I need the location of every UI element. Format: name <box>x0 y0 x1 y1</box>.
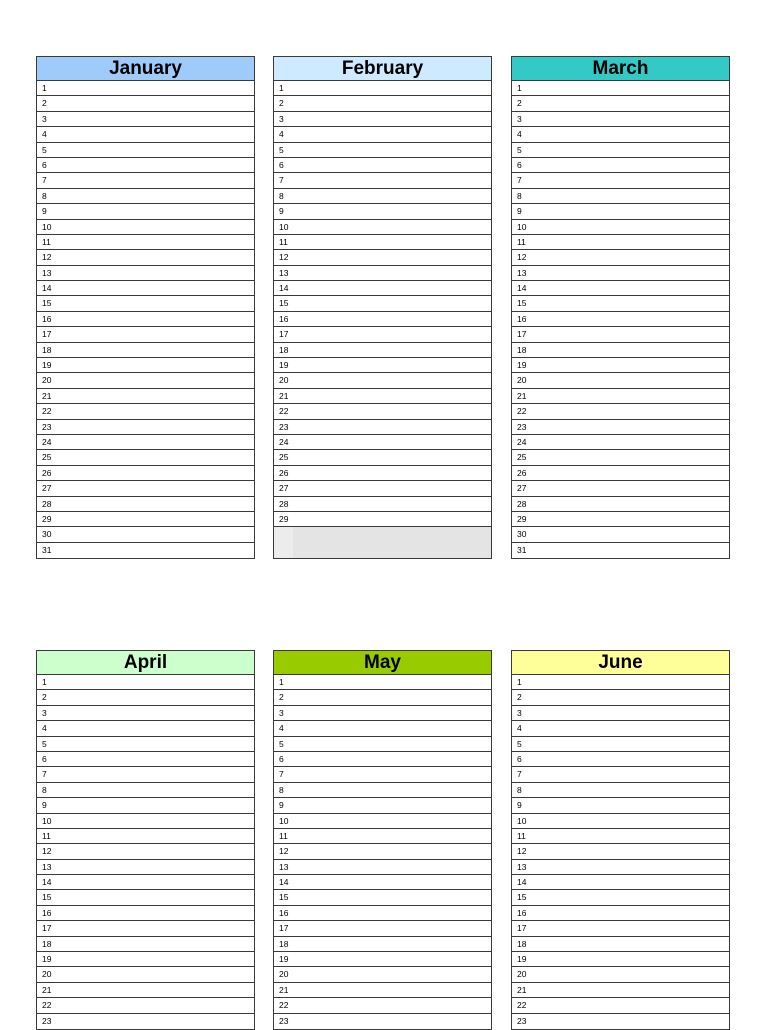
day-row: 19 <box>37 952 254 967</box>
day-list <box>512 675 729 1029</box>
day-row: 5 <box>512 143 729 158</box>
day-row: 6 <box>512 158 729 173</box>
month-june <box>511 650 730 1030</box>
month-april <box>36 650 255 1030</box>
day-row: 6 <box>512 752 729 767</box>
day-row: 29 <box>512 512 729 527</box>
day-row: 1 <box>512 81 729 96</box>
day-row: 10 <box>274 814 491 829</box>
day-row: 19 <box>512 952 729 967</box>
day-row: 12 <box>274 844 491 859</box>
day-row: 4 <box>274 127 491 142</box>
day-row: 7 <box>512 767 729 782</box>
month-title: January <box>37 57 254 81</box>
day-row: 5 <box>274 737 491 752</box>
day-row: 22 <box>512 998 729 1013</box>
day-row: 11 <box>37 829 254 844</box>
day-row: 22 <box>274 404 491 419</box>
day-row: 20 <box>512 373 729 388</box>
day-row: 11 <box>512 829 729 844</box>
day-row: 30 <box>37 527 254 542</box>
day-row: 12 <box>37 250 254 265</box>
day-row: 8 <box>37 783 254 798</box>
day-row: 24 <box>512 435 729 450</box>
day-row: 21 <box>512 389 729 404</box>
day-row: 15 <box>37 296 254 311</box>
day-row: 29 <box>274 512 491 527</box>
day-row: 26 <box>274 466 491 481</box>
day-row: 26 <box>512 466 729 481</box>
day-row: 2 <box>512 690 729 705</box>
day-row: 8 <box>512 189 729 204</box>
day-row: 20 <box>274 373 491 388</box>
day-row: 22 <box>37 998 254 1013</box>
day-row: 17 <box>37 327 254 342</box>
day-row: 19 <box>37 358 254 373</box>
day-row: 14 <box>274 875 491 890</box>
day-row: 9 <box>274 798 491 813</box>
day-row: 20 <box>37 967 254 982</box>
day-row: 27 <box>274 481 491 496</box>
day-row: 12 <box>512 844 729 859</box>
day-row: 23 <box>42 1015 52 1026</box>
day-row: 15 <box>512 890 729 905</box>
day-row: 29 <box>37 512 254 527</box>
day-row: 12 <box>274 250 491 265</box>
day-row: 23 <box>517 1015 527 1026</box>
day-row: 17 <box>512 327 729 342</box>
day-row: 31 <box>517 544 527 555</box>
day-row: 17 <box>37 921 254 936</box>
day-row: 11 <box>37 235 254 250</box>
day-row: 16 <box>274 312 491 327</box>
day-row: 21 <box>37 389 254 404</box>
day-row: 7 <box>37 767 254 782</box>
day-row: 27 <box>512 481 729 496</box>
day-row: 7 <box>37 173 254 188</box>
day-row: 18 <box>512 343 729 358</box>
day-row: 17 <box>512 921 729 936</box>
day-row: 22 <box>37 404 254 419</box>
day-row: 10 <box>512 220 729 235</box>
day-row: 16 <box>512 906 729 921</box>
day-row: 15 <box>274 296 491 311</box>
day-row: 23 <box>37 420 254 435</box>
day-row: 10 <box>274 220 491 235</box>
day-row: 21 <box>512 983 729 998</box>
day-row: 8 <box>274 783 491 798</box>
day-row: 3 <box>512 706 729 721</box>
unused-days-filler <box>274 527 491 558</box>
day-row: 24 <box>37 435 254 450</box>
day-row: 2 <box>37 690 254 705</box>
day-row: 12 <box>37 844 254 859</box>
day-row: 8 <box>274 189 491 204</box>
day-row: 23 <box>274 420 491 435</box>
day-row: 16 <box>274 906 491 921</box>
day-row: 3 <box>37 112 254 127</box>
month-title: March <box>512 57 729 81</box>
day-row: 25 <box>37 450 254 465</box>
day-row: 28 <box>274 497 491 512</box>
month-title: February <box>274 57 491 81</box>
day-row: 3 <box>274 706 491 721</box>
day-row: 7 <box>274 173 491 188</box>
day-list <box>274 81 491 558</box>
day-row: 10 <box>37 220 254 235</box>
day-row: 1 <box>274 675 491 690</box>
day-row: 19 <box>274 358 491 373</box>
day-row: 25 <box>274 450 491 465</box>
day-row: 11 <box>512 235 729 250</box>
day-row: 4 <box>37 721 254 736</box>
day-row: 9 <box>512 798 729 813</box>
day-row: 30 <box>512 527 729 542</box>
day-list <box>37 675 254 1029</box>
day-row: 13 <box>274 266 491 281</box>
day-row: 26 <box>37 466 254 481</box>
day-row: 6 <box>274 752 491 767</box>
day-row: 23 <box>279 1015 289 1026</box>
day-row: 27 <box>37 481 254 496</box>
day-row: 14 <box>274 281 491 296</box>
day-row: 2 <box>512 96 729 111</box>
day-row: 7 <box>274 767 491 782</box>
day-list <box>37 81 254 558</box>
day-row: 4 <box>274 721 491 736</box>
day-row: 14 <box>512 875 729 890</box>
day-row: 19 <box>512 358 729 373</box>
day-row: 1 <box>512 675 729 690</box>
day-row: 20 <box>37 373 254 388</box>
day-row: 21 <box>37 983 254 998</box>
day-row: 28 <box>512 497 729 512</box>
day-row: 17 <box>274 921 491 936</box>
day-row: 31 <box>42 544 52 555</box>
day-row: 20 <box>512 967 729 982</box>
day-row: 13 <box>37 860 254 875</box>
day-row: 13 <box>274 860 491 875</box>
day-row: 2 <box>274 690 491 705</box>
day-row: 4 <box>512 721 729 736</box>
day-list <box>512 81 729 558</box>
day-row: 2 <box>37 96 254 111</box>
day-row: 4 <box>37 127 254 142</box>
month-title: May <box>274 651 491 675</box>
day-row: 22 <box>274 998 491 1013</box>
day-row: 21 <box>274 983 491 998</box>
day-row: 14 <box>37 875 254 890</box>
day-row: 13 <box>512 860 729 875</box>
day-row: 1 <box>37 81 254 96</box>
day-row: 16 <box>37 312 254 327</box>
day-row: 17 <box>274 327 491 342</box>
month-january <box>36 56 255 559</box>
day-row: 11 <box>274 235 491 250</box>
day-row: 21 <box>274 389 491 404</box>
day-row: 10 <box>512 814 729 829</box>
month-february <box>273 56 492 559</box>
day-row: 5 <box>37 737 254 752</box>
day-row: 9 <box>512 204 729 219</box>
day-row: 3 <box>274 112 491 127</box>
day-row: 20 <box>274 967 491 982</box>
day-row: 18 <box>37 343 254 358</box>
day-row: 18 <box>37 937 254 952</box>
day-row: 14 <box>37 281 254 296</box>
day-row: 28 <box>37 497 254 512</box>
month-may <box>273 650 492 1030</box>
day-list <box>274 675 491 1029</box>
day-row: 6 <box>37 752 254 767</box>
day-row: 8 <box>512 783 729 798</box>
day-row: 24 <box>274 435 491 450</box>
day-row: 18 <box>274 343 491 358</box>
day-row: 9 <box>37 798 254 813</box>
day-row: 10 <box>37 814 254 829</box>
day-row: 16 <box>37 906 254 921</box>
day-row: 25 <box>512 450 729 465</box>
month-march <box>511 56 730 559</box>
day-row: 6 <box>274 158 491 173</box>
day-row: 23 <box>512 420 729 435</box>
day-row: 15 <box>274 890 491 905</box>
day-row: 11 <box>274 829 491 844</box>
day-row: 3 <box>512 112 729 127</box>
day-row: 9 <box>37 204 254 219</box>
day-row: 5 <box>274 143 491 158</box>
day-row: 1 <box>274 81 491 96</box>
day-row: 18 <box>274 937 491 952</box>
day-row: 13 <box>37 266 254 281</box>
day-row: 15 <box>512 296 729 311</box>
day-row: 22 <box>512 404 729 419</box>
day-row: 3 <box>37 706 254 721</box>
day-row: 6 <box>37 158 254 173</box>
day-row: 8 <box>37 189 254 204</box>
day-row: 16 <box>512 312 729 327</box>
day-row: 14 <box>512 281 729 296</box>
day-row: 12 <box>512 250 729 265</box>
day-row: 5 <box>37 143 254 158</box>
day-row: 9 <box>274 204 491 219</box>
day-row: 15 <box>37 890 254 905</box>
day-row: 5 <box>512 737 729 752</box>
day-row: 4 <box>512 127 729 142</box>
day-row: 2 <box>274 96 491 111</box>
day-row: 1 <box>37 675 254 690</box>
month-title: June <box>512 651 729 675</box>
month-title: April <box>37 651 254 675</box>
day-row: 7 <box>512 173 729 188</box>
day-row: 13 <box>512 266 729 281</box>
day-row: 18 <box>512 937 729 952</box>
day-row: 19 <box>274 952 491 967</box>
